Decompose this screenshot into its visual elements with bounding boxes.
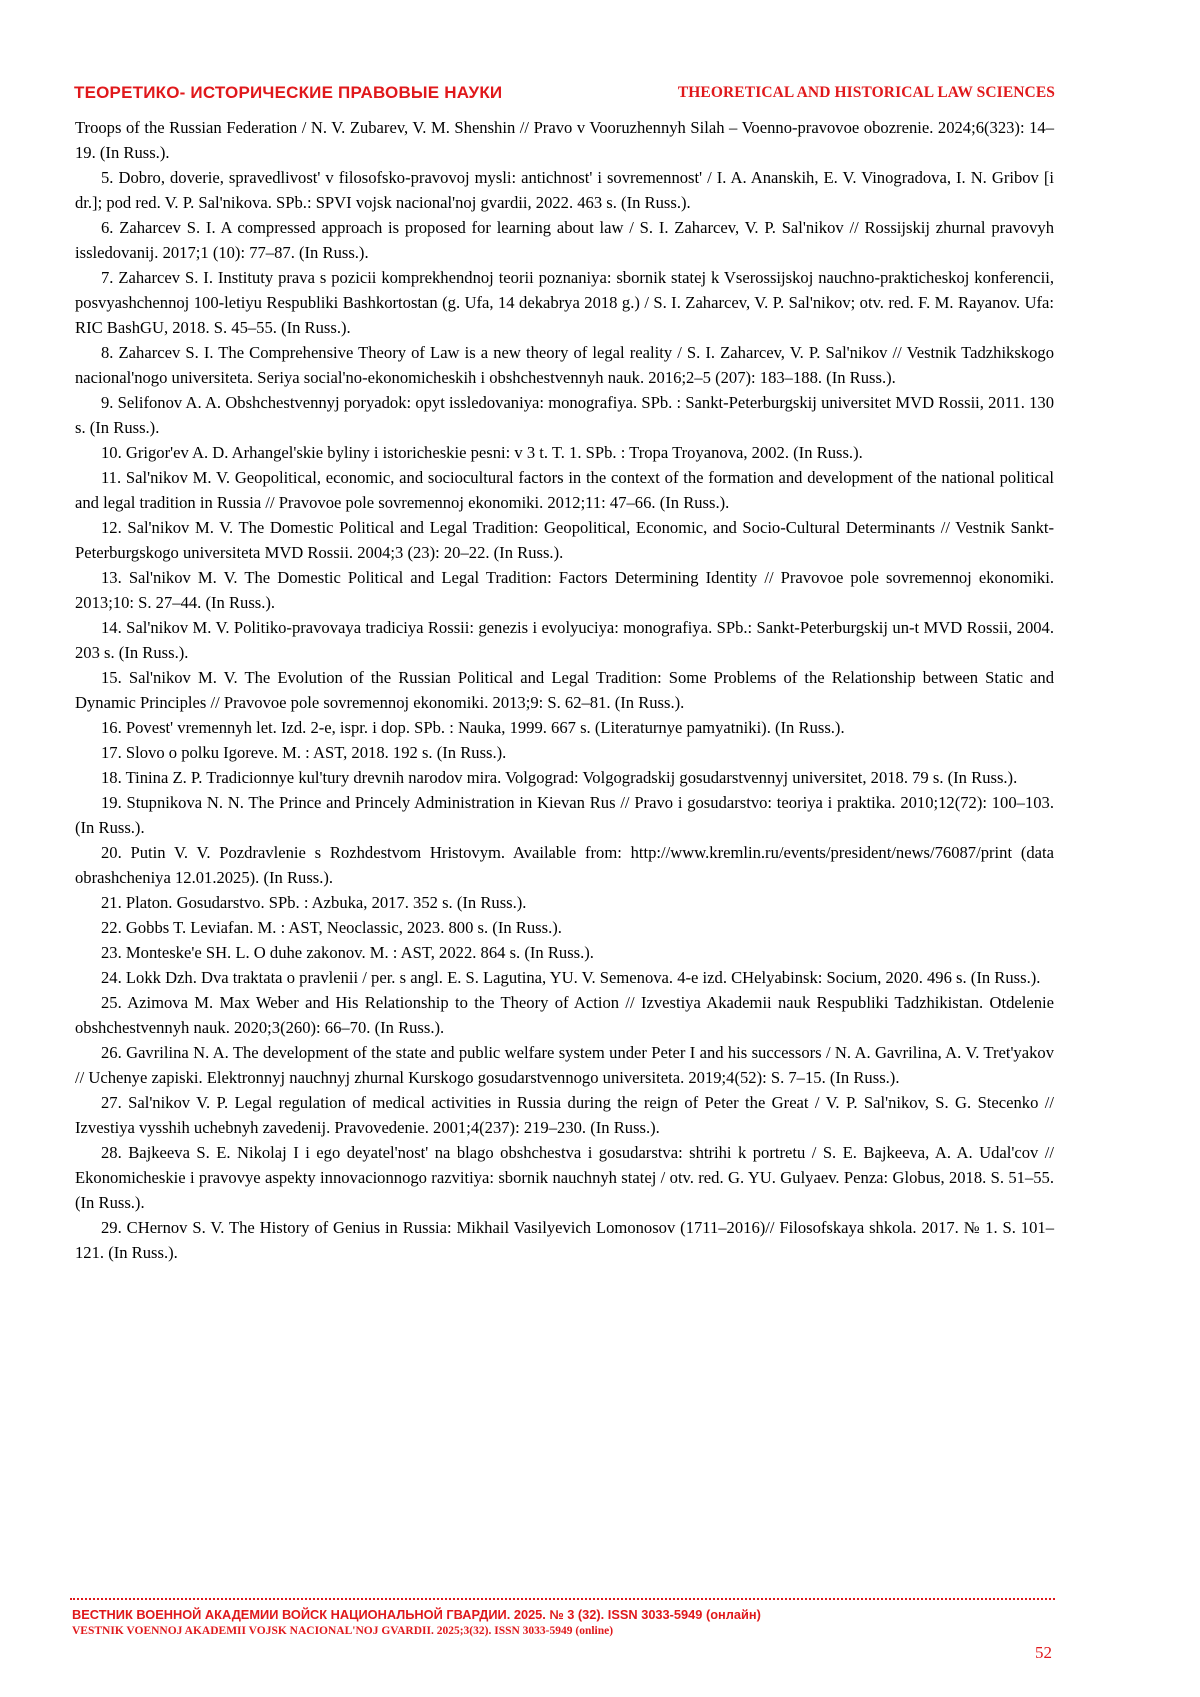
running-header-en: THEORETICAL AND HISTORICAL LAW SCIENCES	[677, 84, 1055, 101]
reference-item: 10. Grigor'ev A. D. Arhangel'skie byliny i istoricheskie pesni: v 3 t. T. 1. SPb. : Tropa Troyanova, 2002. (In Russ.).	[101, 443, 863, 462]
reference-item: 28. Bajkeeva S. E. Nikolaj I i ego deyatel'nost' na blago obshchestva i gosudarstva: shtrihi k portretu / S. E. Bajkeeva, A. A. Udal'cov // Ekonomicheskie i pravovye aspekty innovacionnogo razvitiya: sbornik nauchnyh statej / otv. red. G. YU. Gulyaev. Penza: Globus, 2018. S. 51–55. (In Russ.).	[75, 1143, 1054, 1212]
reference-item: 15. Sal'nikov M. V. The Evolution of the Russian Political and Legal Tradition: Some Problems of the Relationship between Static and Dynamic Principles // Pravovoe pole sovremennoj ekonomiki. 2013;9: S. 62–81. (In Russ.).	[75, 668, 1054, 712]
reference-list	[75, 115, 1054, 1265]
reference-item: 11. Sal'nikov M. V. Geopolitical, economic, and sociocultural factors in the context of the formation and development of the national political and legal tradition in Russia // Pravovoe pole sovremennoj ekonomiki. 2012;11: 47–66. (In Russ.).	[75, 468, 1054, 512]
reference-item: 23. Monteske'e SH. L. O duhe zakonov. M. : AST, 2022. 864 s. (In Russ.).	[101, 943, 594, 962]
reference-item: 27. Sal'nikov V. P. Legal regulation of medical activities in Russia during the reign of Peter the Great / V. P. Sal'nikov, S. G. Stecenko // Izvestiya vysshih uchebnyh zavedenij. Pravovedenie. 2001;4(237): 219–230. (In Russ.).	[75, 1093, 1054, 1137]
reference-item: 26. Gavrilina N. A. The development of the state and public welfare system under Peter I and his successors / N. A. Gavrilina, A. V. Tret'yakov // Uchenye zapiski. Elektronnyj nauchnyj zhurnal Kurskogo gosudarstvennogo universiteta. 2019;4(52): S. 7–15. (In Russ.).	[75, 1043, 1054, 1087]
running-header-ru: ТЕОРЕТИКО- ИСТОРИЧЕСКИЕ ПРАВОВЫЕ НАУКИ	[74, 83, 503, 102]
reference-item: 8. Zaharcev S. I. The Comprehensive Theory of Law is a new theory of legal reality / S. I. Zaharcev, V. P. Sal'nikov // Vestnik Tadzhikskogo nacional'nogo universiteta. Seriya social'no-ekonomicheskih i obshchestvennyh nauk. 2016;2–5 (207): 183–188. (In Russ.).	[75, 343, 1054, 387]
reference-item: 20. Putin V. V. Pozdravlenie s Rozhdestvom Hristovym. Available from: http://www.kremlin.ru/events/president/news/76087/print (data obrashcheniya 12.01.2025). (In Russ.).	[75, 843, 1054, 887]
reference-item: 17. Slovo o polku Igoreve. M. : AST, 2018. 192 s. (In Russ.).	[101, 743, 507, 762]
reference-item: 7. Zaharcev S. I. Instituty prava s pozicii komprekhendnoj teorii poznaniya: sbornik statej k Vserossijskoj nauchno-prakticheskoj konferencii, posvyashchennoj 100-letiyu Respubliki Bashkortostan (g. Ufa, 14 dekabrya 2018 g.) / S. I. Zaharcev, V. P. Sal'nikov; otv. red. F. M. Rayanov. Ufa: RIC BashGU, 2018. S. 45–55. (In Russ.).	[75, 268, 1054, 337]
reference-item: 25. Azimova M. Max Weber and His Relationship to the Theory of Action // Izvestiya Akademii nauk Respubliki Tadzhikistan. Otdelenie obshchestvennyh nauk. 2020;3(260): 66–70. (In Russ.).	[75, 993, 1054, 1037]
reference-item: 12. Sal'nikov M. V. The Domestic Political and Legal Tradition: Geopolitical, Economic, and Socio-Cultural Determinants // Vestnik Sankt-Peterburgskogo universiteta MVD Rossii. 2004;3 (23): 20–22. (In Russ.).	[75, 518, 1054, 562]
footer-journal-en: VESTNIK VOENNOJ AKADEMII VOJSK NACIONAL'NOJ GVARDII. 2025;3(32). ISSN 3033-5949 (online)	[72, 1625, 614, 1637]
reference-item: 22. Gobbs T. Leviafan. M. : AST, Neoclassic, 2023. 800 s. (In Russ.).	[101, 918, 562, 937]
reference-item: 5. Dobro, doverie, spravedlivost' v filosofsko-pravovoj mysli: antichnost' i sovremennost' / I. A. Ananskih, E. V. Vinogradova, I. N. Gribov [i dr.]; pod red. V. P. Sal'nikova. SPb.: SPVI vojsk nacional'noj gvardii, 2022. 463 s. (In Russ.).	[75, 168, 1054, 212]
reference-item: 21. Platon. Gosudarstvo. SPb. : Azbuka, 2017. 352 s. (In Russ.).	[101, 893, 527, 912]
footer-divider	[70, 1598, 1055, 1600]
reference-item: 9. Selifonov A. A. Obshchestvennyj poryadok: opyt issledovaniya: monografiya. SPb. : Sankt-Peterburgskij universitet MVD Rossii, 2011. 130 s. (In Russ.).	[75, 393, 1054, 437]
reference-item: 18. Tinina Z. P. Tradicionnye kul'tury drevnih narodov mira. Volgograd: Volgogradskij gosudarstvennyj universitet, 2018. 79 s. (In Russ.).	[101, 768, 1018, 787]
reference-item: 14. Sal'nikov M. V. Politiko-pravovaya tradiciya Rossii: genezis i evolyuciya: monografiya. SPb.: Sankt-Peterburgskij un-t MVD Rossii, 2004. 203 s. (In Russ.).	[75, 618, 1054, 662]
footer-journal-ru: ВЕСТНИК ВОЕННОЙ АКАДЕМИИ ВОЙСК НАЦИОНАЛЬНОЙ ГВАРДИИ. 2025. № 3 (32). ISSN 3033-5949 (онлайн)	[72, 1607, 761, 1622]
reference-item: 16. Povest' vremennyh let. Izd. 2-e, ispr. i dop. SPb. : Nauka, 1999. 667 s. (Literaturnye pamyatniki). (In Russ.).	[101, 718, 845, 737]
reference-item: 13. Sal'nikov M. V. The Domestic Political and Legal Tradition: Factors Determining Identity // Pravovoe pole sovremennoj ekonomiki. 2013;10: S. 27–44. (In Russ.).	[75, 568, 1054, 612]
reference-item: 6. Zaharcev S. I. A compressed approach is proposed for learning about law / S. I. Zaharcev, V. P. Sal'nikov // Rossijskij zhurnal pravovyh issledovanij. 2017;1 (10): 77–87. (In Russ.).	[75, 218, 1054, 262]
reference-item: 19. Stupnikova N. N. The Prince and Princely Administration in Kievan Rus // Pravo i gosudarstvo: teoriya i praktika. 2010;12(72): 100–103. (In Russ.).	[75, 793, 1054, 837]
reference-item: 24. Lokk Dzh. Dva traktata o pravlenii / per. s angl. E. S. Lagutina, YU. V. Semenova. 4-e izd. CHelyabinsk: Socium, 2020. 496 s. (In Russ.).	[101, 968, 1041, 987]
reference-item: 29. CHernov S. V. The History of Genius in Russia: Mikhail Vasilyevich Lomonosov (1711–2016)// Filosofskaya shkola. 2017. № 1. S. 101–121. (In Russ.).	[75, 1218, 1054, 1262]
page-number: 52	[1035, 1643, 1052, 1662]
reference-item: Troops of the Russian Federation / N. V. Zubarev, V. M. Shenshin // Pravo v Vooruzhennyh Silah – Voenno-pravovoe obozrenie. 2024;6(323): 14–19. (In Russ.).	[75, 118, 1054, 162]
